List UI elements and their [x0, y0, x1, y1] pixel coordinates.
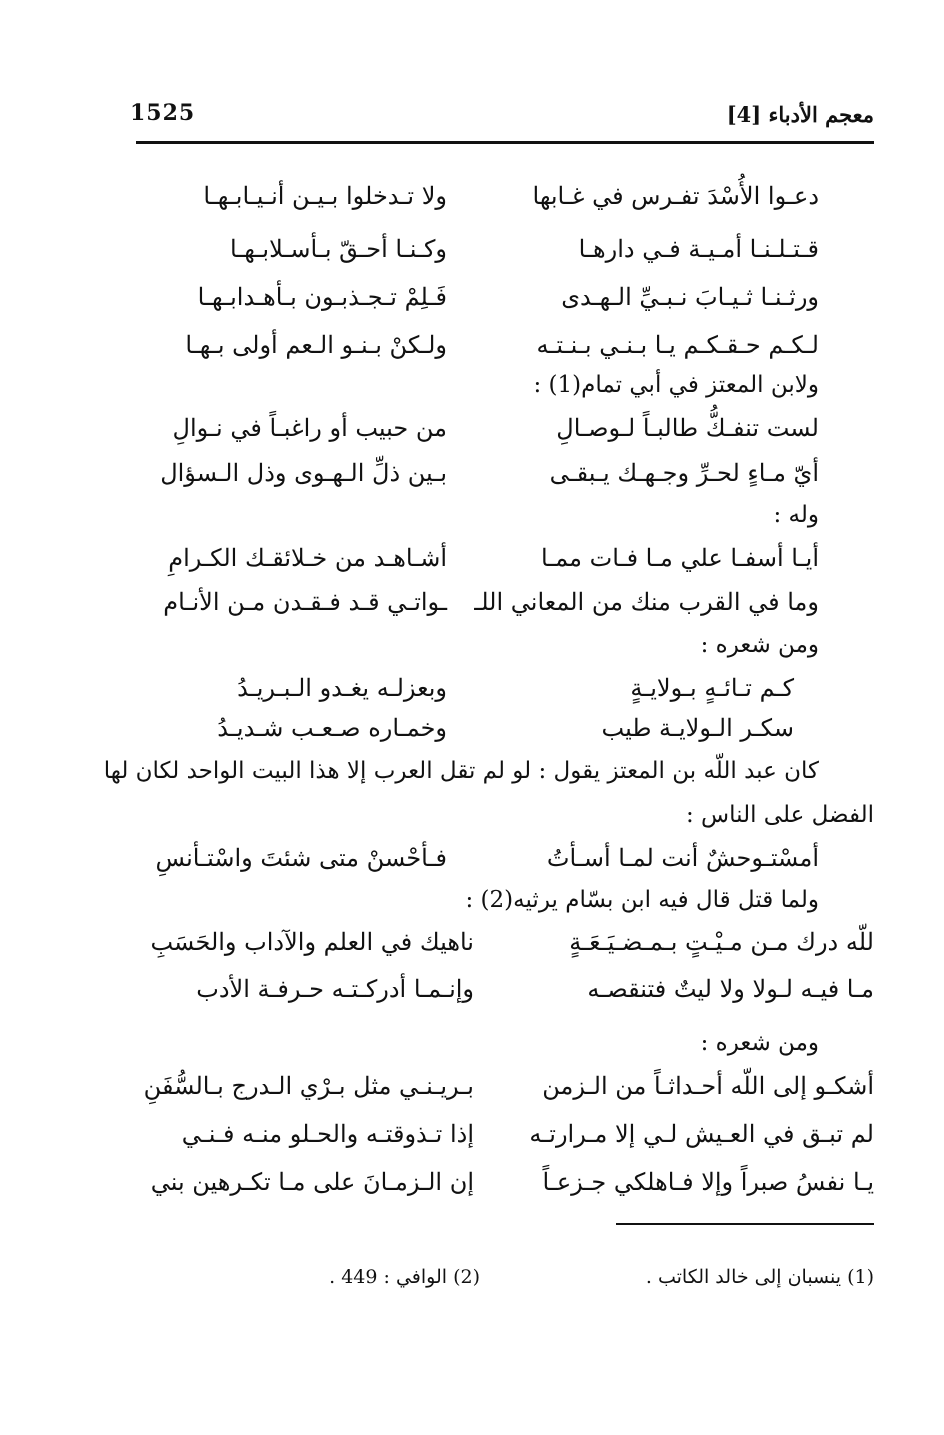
verse-second-hemistich: ولـكنْ بـنـو الـعم أولى بـهـا	[185, 331, 447, 359]
verse-first-hemistich: أشكـو إلى اللّه أحـداثـاً من الـزمن	[542, 1072, 874, 1100]
page-title: معجم الأدباء [4]	[726, 102, 874, 127]
verse-first-hemistich: أيـا أسفـا علي مـا فـات ممـا	[540, 544, 819, 572]
verse-first-hemistich: أمسْتـوحشٌ أنت لمـا أسـأتُ	[546, 844, 819, 872]
verse-second-hemistich: من حبيب أو راغبـاً في نـوالِ	[172, 414, 447, 442]
verse-second-hemistich: ناهيك في العلم والآداب والحَسَبِ	[150, 928, 474, 956]
footnote-rule	[616, 1223, 874, 1225]
verse-second-hemistich: بـريـنـي مثل بـرْي الـدرج بـالسُّفَنِ	[143, 1072, 474, 1100]
verse-first-hemistich: سكـر الـولايـة طيب	[601, 714, 794, 742]
verse-first-hemistich: أيّ مـاءٍ لحـرِّ وجـهـك يـبقـى	[549, 459, 819, 487]
verse-second-hemistich: وخمـاره صـعـب شـديـدُ	[217, 714, 447, 742]
verse-second-hemistich: فـأحْسنْ متى شئتَ واسْتـأنسِ	[155, 844, 447, 872]
prose-line: ومن شعره :	[700, 1030, 819, 1056]
verse-second-hemistich: وبعزلـه يغـدو الـبـريـدُ	[237, 674, 447, 702]
verse-first-hemistich: قـتـلـنـا أمـيـة فـي دارهـا	[578, 235, 819, 263]
verse-second-hemistich: وكـنـا أحـقّ بـأسـلابـهـا	[229, 235, 447, 263]
verse-first-hemistich: لم تبـق في العـيش لـي إلا مـرارتـه	[529, 1120, 874, 1148]
footnote-2: (2) الوافي : 449 .	[329, 1266, 480, 1288]
verse-first-hemistich: دعـوا الأُسْدَ تفـرس في غـابها	[532, 182, 819, 210]
verse-first-hemistich: للّه درك مـن مـيْـتٍ بـمـضـيَـعَـةٍ	[569, 928, 874, 956]
prose-line: ومن شعره :	[700, 632, 819, 658]
verse-first-hemistich: ورثـنـا ثـيـابَ نـبـيِّ الـهـدى	[561, 283, 819, 311]
verse-second-hemistich: وإنـمـا أدركـتـه حـرفـة الأدب	[196, 975, 474, 1003]
verse-second-hemistich: بـين ذلِّ الـهـوى وذل الـسؤال	[160, 459, 447, 487]
header-rule	[136, 141, 874, 144]
verse-first-hemistich: لـكـم حـقـكـم يـا بـنـي بـنـتـه	[536, 331, 819, 359]
verse-second-hemistich: إن الـزمـانَ على مـا تكـرهين بني	[150, 1168, 474, 1196]
prose-line: وله :	[773, 502, 819, 528]
verse-second-hemistich: ولا تـدخلوا بـيـن أنـيـابـهـا	[203, 182, 447, 210]
verse-first-hemistich: كـم تـائـهٍ بـولايـةٍ	[630, 674, 794, 702]
verse-second-hemistich: إذا تـذوقتـه والحـلو منـه فـنـي	[181, 1120, 474, 1148]
verse-second-hemistich: فَـلِمْ تـجـذبـون بـأهـدابـهـا	[197, 283, 447, 311]
footnote-1: (1) ينسبان إلى خالد الكاتب .	[645, 1266, 874, 1288]
page-number: 1525	[130, 100, 196, 126]
verse-first-hemistich: مـا فيـه لـولا ولا ليتٌ فتنقصـه	[587, 975, 874, 1003]
prose-line: ولما قتل قال فيه ابن بسّام يرثيه(2) :	[465, 887, 819, 913]
verse-first-hemistich: لست تنفـكُّ طالبـاً لـوصـالِ	[556, 414, 819, 442]
prose-line: الفضل على الناس :	[685, 802, 874, 828]
prose-line: ولابن المعتز في أبي تمام(1) :	[533, 372, 819, 398]
verse-first-hemistich: يـا نفسُ صبراً وإلا فـاهلكي جـزعـاً	[542, 1168, 874, 1196]
prose-line: كان عبد اللّه بن المعتز يقول : لو لم تقل العرب إلا هذا البيت الواحد لكان لها	[103, 758, 819, 784]
verse-second-hemistich: أشـاهـد من خـلائقـك الكـرامِ	[168, 544, 447, 572]
verse-second-hemistich: ـواتـي قـد فـقـدن مـن الأنـام	[163, 588, 447, 616]
verse-first-hemistich: وما في القرب منك من المعاني اللـ	[474, 588, 819, 616]
